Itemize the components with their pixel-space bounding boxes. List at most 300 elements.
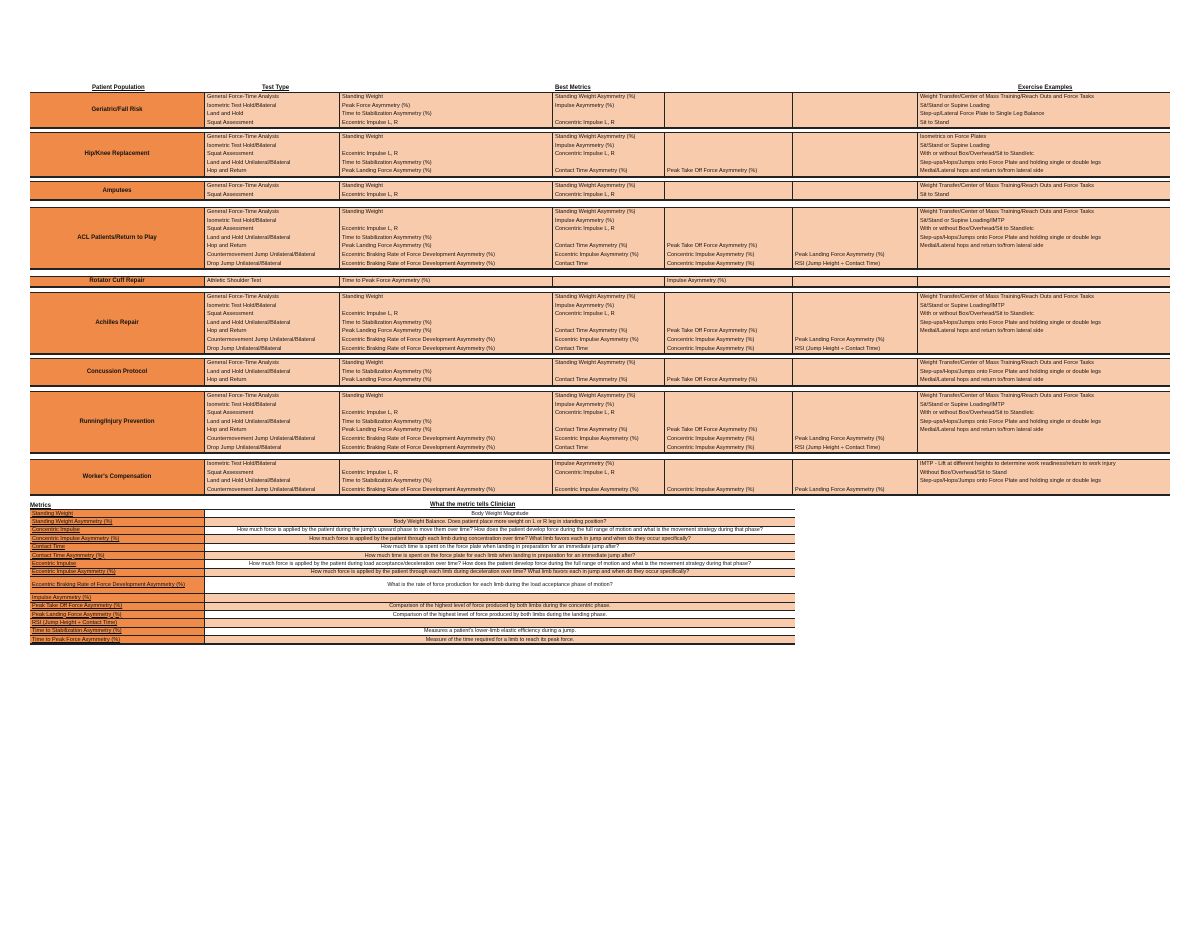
metric-cell: Impulse Asymmetry (%)	[667, 278, 727, 284]
exercise-example-cell: Step-ups/Hops/Jumps onto Force Plate and holding single or double legs	[920, 478, 1101, 485]
metric-cell: Eccentric Impulse Asymmetry (%)	[555, 435, 639, 442]
metric-cell: Standing Weight Asymmetry (%)	[555, 94, 636, 100]
metric-cell	[793, 102, 917, 111]
test-type-cell: Countermovement Jump Unilateral/Bilateral	[207, 251, 316, 258]
exercise-column	[918, 133, 1170, 176]
header-best-metrics: Best Metrics	[555, 85, 591, 91]
metric-cell: Concentric Impulse L, R	[555, 226, 615, 233]
metric-row	[30, 611, 795, 619]
exercise-example-cell: Sit/Stand or Supine Loading	[920, 142, 990, 149]
metric-cell	[553, 277, 664, 286]
metric-cell: Eccentric Braking Rate of Force Development Asymmetry (%)	[342, 486, 495, 493]
metric-cell	[793, 142, 917, 151]
metric-column	[665, 277, 793, 286]
metric-cell	[793, 409, 917, 418]
metric-cell	[793, 234, 917, 243]
metric-cell	[340, 401, 552, 410]
metric-cell	[665, 477, 792, 486]
metric-column	[665, 460, 793, 494]
metric-cell: Contact Time Asymmetry (%)	[555, 243, 628, 250]
population-group	[30, 292, 1170, 355]
metric-cell	[553, 418, 664, 427]
test-type-cell: Drop Jump Unilateral/Bilateral	[207, 345, 282, 352]
test-type-cell: Land and Hold Unilateral/Bilateral	[207, 478, 291, 485]
test-type-column	[205, 277, 340, 286]
population-group	[30, 391, 1170, 454]
metric-cell: Impulse Asymmetry (%)	[555, 461, 615, 467]
test-type-cell: Hop and Return	[207, 427, 247, 434]
header-exercise-examples: Exercise Examples	[1018, 85, 1073, 91]
test-type-cell: Isometric Test Hold/Bilateral	[207, 217, 277, 224]
metric-cell: Standing Weight	[342, 360, 383, 366]
metric-column	[793, 460, 918, 494]
metric-column	[340, 277, 553, 286]
metric-cell: Concentric Impulse L, R	[555, 410, 615, 417]
exercise-example-cell	[918, 444, 1170, 453]
metric-cell: Impulse Asymmetry (%)	[555, 102, 615, 109]
population-label: Rotator Cuff Repair	[30, 277, 205, 286]
metric-row	[30, 636, 795, 644]
population-label: Amputees	[30, 182, 205, 199]
metric-description	[205, 619, 795, 626]
header-test-type: Test Type	[262, 85, 290, 91]
population-label: Geriatric/Fall Risk	[30, 93, 205, 127]
test-type-cell: General Force-Time Analysis	[207, 183, 279, 189]
metric-cell	[793, 182, 917, 191]
metric-cell: Peak Landing Force Asymmetry (%)	[795, 251, 885, 258]
metric-name: RSI (Jump Height ÷ Contact Time)	[30, 619, 205, 626]
metric-column	[793, 208, 918, 268]
test-type-cell: Drop Jump Unilateral/Bilateral	[207, 260, 282, 267]
metric-row	[30, 510, 795, 518]
metric-cell: Concentric Impulse L, R	[555, 151, 615, 158]
metric-column	[665, 133, 793, 176]
test-type-column	[205, 208, 340, 268]
metric-cell	[665, 182, 792, 191]
population-group	[30, 358, 1170, 387]
metric-cell	[665, 469, 792, 478]
population-group	[30, 207, 1170, 270]
metric-column	[793, 93, 918, 127]
metric-column	[665, 208, 793, 268]
metric-cell: Eccentric Braking Rate of Force Development Asymmetry (%)	[342, 251, 495, 258]
metric-cell: Contact Time	[555, 260, 588, 267]
metric-cell	[665, 359, 792, 368]
metric-cell: Standing Weight	[342, 94, 383, 100]
test-type-cell: General Force-Time Analysis	[207, 393, 279, 399]
metric-cell	[793, 477, 917, 486]
exercise-example-cell: Step-up/Lateral Force Plate to Single Leg Balance	[920, 111, 1045, 118]
metric-cell: Contact Time	[555, 444, 588, 451]
population-group	[30, 92, 1170, 129]
metric-cell: Standing Weight Asymmetry (%)	[555, 393, 636, 399]
metric-cell: Eccentric Impulse L, R	[342, 151, 398, 158]
test-type-column	[205, 93, 340, 127]
metric-cell: Impulse Asymmetry (%)	[555, 302, 615, 309]
metric-cell: Peak Landing Force Asymmetry (%)	[342, 243, 432, 250]
metric-name: Impulse Asymmetry (%)	[30, 594, 205, 601]
metric-cell: Standing Weight Asymmetry (%)	[555, 360, 636, 366]
exercise-example-cell: Sit/Stand or Supine Loading/IMTP	[920, 302, 1005, 309]
test-type-cell: Squat Assessment	[207, 119, 254, 126]
metric-cell: Standing Weight	[342, 134, 383, 140]
exercise-example-cell: Step-ups/Hops/Jumps onto Force Plate and holding single or double legs	[920, 418, 1101, 425]
metric-cell	[793, 426, 917, 435]
metric-cell: Peak Landing Force Asymmetry (%)	[795, 435, 885, 442]
exercise-example-cell: With or without Box/Overhead/Sit to Stand/etc	[920, 311, 1034, 318]
metric-cell	[665, 208, 792, 217]
test-type-cell: Land and Hold Unilateral/Bilateral	[207, 368, 291, 375]
test-type-cell: Squat Assessment	[207, 151, 254, 158]
test-type-cell: Land and Hold Unilateral/Bilateral	[207, 159, 291, 166]
exercise-example-cell: Weight Transfer/Center of Mass Training/Reach Outs and Force Tasks	[920, 209, 1094, 215]
test-type-cell: Hop and Return	[207, 168, 247, 175]
metric-cell	[665, 401, 792, 410]
metric-column	[553, 182, 665, 199]
exercise-column	[918, 208, 1170, 268]
test-type-cell: Squat Assessment	[207, 469, 254, 476]
metric-name: Contact Time Asymmetry (%)	[30, 552, 205, 559]
test-type-cell: Hop and Return	[207, 328, 247, 335]
metric-column	[793, 392, 918, 452]
exercise-example-cell	[918, 277, 1170, 286]
exercise-example-cell: Weight Transfer/Center of Mass Training/Reach Outs and Force Tasks	[920, 360, 1094, 366]
metric-cell	[553, 319, 664, 328]
metric-cell	[793, 302, 917, 311]
test-type-cell: Hop and Return	[207, 243, 247, 250]
metric-row	[30, 518, 795, 526]
population-label: Running/Injury Prevention	[30, 392, 205, 452]
metric-cell	[665, 191, 792, 200]
metric-cell: Eccentric Impulse L, R	[342, 226, 398, 233]
metric-description: How much time is spent on the force plate when landing in preparation for an immediate jump after?	[205, 544, 795, 551]
test-type-cell: Isometric Test Hold/Bilateral	[207, 102, 277, 109]
metric-cell	[793, 376, 917, 385]
test-type-cell: Isometric Test Hold/Bilateral	[207, 461, 277, 467]
metric-name: Peak Landing Force Asymmetry (%)	[30, 611, 205, 618]
metric-cell: Peak Landing Force Asymmetry (%)	[795, 486, 885, 493]
metric-name: Standing Weight Asymmetry (%)	[30, 518, 205, 525]
exercise-example-cell	[918, 260, 1170, 269]
metric-description: Measures a patient's lower-limb elastic efficiency during a jump.	[205, 628, 795, 635]
metric-column	[553, 359, 665, 385]
test-type-cell: Squat Assessment	[207, 226, 254, 233]
metric-cell	[793, 469, 917, 478]
metric-cell	[553, 159, 664, 168]
metric-cell: Peak Landing Force Asymmetry (%)	[342, 328, 432, 335]
exercise-example-cell: IMTP - Lift at different heights to determine work readiness/return to work injury	[920, 461, 1116, 467]
metric-cell	[793, 368, 917, 377]
metric-cell: Standing Weight	[342, 183, 383, 189]
metric-name: Standing Weight	[30, 510, 205, 517]
metric-cell	[553, 477, 664, 486]
population-group	[30, 132, 1170, 178]
metric-row	[30, 603, 795, 611]
metric-cell: Eccentric Braking Rate of Force Development Asymmetry (%)	[342, 260, 495, 267]
metric-cell	[793, 208, 917, 217]
metric-cell: Concentric Impulse Asymmetry (%)	[667, 260, 755, 267]
population-label: Hip/Knee Replacement	[30, 133, 205, 176]
metric-column	[553, 392, 665, 452]
metric-cell: Eccentric Impulse L, R	[342, 311, 398, 318]
metric-description: Comparison of the highest level of force produced by both limbs during the concentric phase.	[205, 603, 795, 610]
metric-name: Concentric Impulse Asymmetry (%)	[30, 535, 205, 542]
metric-cell: Peak Take Off Force Asymmetry (%)	[667, 377, 758, 384]
metric-cell	[665, 392, 792, 401]
test-type-cell: Squat Assessment	[207, 191, 254, 198]
metric-cell	[553, 368, 664, 377]
metric-cell	[793, 217, 917, 226]
header-metric-meaning: What the metric tells Clinician	[430, 502, 516, 508]
metric-description: Comparison of the highest level of force produced by both limbs during the landing phase.	[205, 611, 795, 618]
test-type-cell: Land and Hold Unilateral/Bilateral	[207, 319, 291, 326]
metric-cell	[665, 93, 792, 102]
metric-name: Eccentric Impulse Asymmetry (%)	[30, 569, 205, 576]
exercise-example-cell: Step-ups/Hops/Jumps onto Force Plate and holding single or double legs	[920, 319, 1101, 326]
metric-cell: Standing Weight	[342, 294, 383, 300]
exercise-example-cell: With or without Box/Overhead/Sit to Stand/etc	[920, 226, 1034, 233]
metric-cell: Time to Peak Force Asymmetry (%)	[342, 278, 431, 284]
metric-description: How much force is applied by the patient through each limb during concentration over time? What limb favors each in jump and when do they occur specifically?	[205, 535, 795, 542]
exercise-column	[918, 359, 1170, 385]
exercise-example-cell: Without Box/Overhead/Sit to Stand	[920, 469, 1007, 476]
metric-cell	[665, 319, 792, 328]
metric-cell	[793, 418, 917, 427]
test-type-cell: General Force-Time Analysis	[207, 360, 279, 366]
metric-cell: Eccentric Impulse L, R	[342, 410, 398, 417]
exercise-example-cell: Step-ups/Hops/Jumps onto Force Plate and holding single or double legs	[920, 159, 1101, 166]
exercise-example-cell: Medial/Lateral hops and return to/from lateral side	[920, 377, 1044, 384]
metric-cell: Peak Landing Force Asymmetry (%)	[342, 377, 432, 384]
metric-cell	[793, 310, 917, 319]
metric-cell: Contact Time Asymmetry (%)	[555, 377, 628, 384]
metric-cell	[340, 217, 552, 226]
exercise-example-cell: Medial/Lateral hops and return to/from lateral side	[920, 243, 1044, 250]
metric-cell: Time to Stabilization Asymmetry (%)	[342, 418, 432, 425]
metric-name: Contact Time	[30, 544, 205, 551]
exercise-example-cell: Sit/Stand or Supine Loading/IMTP	[920, 217, 1005, 224]
metric-cell: Concentric Impulse Asymmetry (%)	[667, 444, 755, 451]
metric-cell: RSI (Jump Height ÷ Contact Time)	[795, 444, 881, 451]
metric-cell: Concentric Impulse Asymmetry (%)	[667, 435, 755, 442]
test-type-column	[205, 460, 340, 494]
test-type-cell: Hop and Return	[207, 377, 247, 384]
metric-cell: Standing Weight	[342, 393, 383, 399]
metric-description: How much force is applied by the patient through each limb during deceleration over time? What limb favors each in jump and when do they occur specifically?	[205, 569, 795, 576]
metric-cell	[665, 159, 792, 168]
metric-description: Measure of the time required for a limb to reach its peak force.	[205, 636, 795, 643]
metric-cell	[793, 167, 917, 176]
metric-column	[665, 293, 793, 353]
metric-cell: Peak Landing Force Asymmetry (%)	[342, 168, 432, 175]
test-type-cell: Countermovement Jump Unilateral/Bilateral	[207, 435, 316, 442]
exercise-example-cell: Medial/Lateral hops and return to/from lateral side	[920, 168, 1044, 175]
metric-cell	[793, 191, 917, 200]
header-patient-population: Patient Population	[92, 85, 145, 91]
exercise-example-cell: Sit/Stand or Supine Loading/IMTP	[920, 401, 1005, 408]
test-type-column	[205, 133, 340, 176]
metrics-table	[30, 509, 795, 645]
metric-column	[340, 293, 553, 353]
metric-column	[793, 277, 918, 286]
metric-cell: Time to Stabilization Asymmetry (%)	[342, 111, 432, 118]
metric-cell	[793, 359, 917, 368]
metric-cell: Peak Take Off Force Asymmetry (%)	[667, 427, 758, 434]
metric-column	[665, 182, 793, 199]
test-type-column	[205, 359, 340, 385]
metric-description	[205, 594, 795, 601]
metric-cell	[665, 293, 792, 302]
metric-cell	[665, 110, 792, 119]
metric-cell	[665, 302, 792, 311]
exercise-example-cell: Weight Transfer/Center of Mass Training/Reach Outs and Force Tasks	[920, 294, 1094, 300]
metric-column	[665, 359, 793, 385]
metric-name: Concentric Impulse	[30, 527, 205, 534]
metric-row	[30, 544, 795, 552]
metric-cell	[665, 418, 792, 427]
metric-description: How much force is applied by the patient during the jump's upward phase to move them over time? How does the patient develop force during the full range of motion and what is the movement strategy during that phase?	[205, 527, 795, 534]
test-type-column	[205, 392, 340, 452]
metric-column	[793, 133, 918, 176]
metric-cell	[793, 319, 917, 328]
test-type-cell: Countermovement Jump Unilateral/Bilateral	[207, 486, 316, 493]
exercise-example-cell	[918, 435, 1170, 444]
metric-cell	[793, 159, 917, 168]
test-type-cell: Drop Jump Unilateral/Bilateral	[207, 444, 282, 451]
exercise-example-cell	[918, 486, 1170, 495]
population-label: Worker's Compensation	[30, 460, 205, 494]
population-label: Achilles Repair	[30, 293, 205, 353]
test-type-cell: Land and Hold Unilateral/Bilateral	[207, 418, 291, 425]
exercise-example-cell: Sit/Stand or Supine Loading	[920, 102, 990, 109]
exercise-column	[918, 392, 1170, 452]
metric-cell: Eccentric Impulse L, R	[342, 119, 398, 126]
metric-column	[793, 182, 918, 199]
metric-column	[340, 359, 553, 385]
metric-description: What is the rate of force production for each limb during the load acceptance phase of motion?	[205, 577, 795, 593]
metric-cell	[665, 409, 792, 418]
metric-cell: Eccentric Braking Rate of Force Development Asymmetry (%)	[342, 444, 495, 451]
metric-cell: Eccentric Impulse Asymmetry (%)	[555, 486, 639, 493]
metric-cell	[665, 150, 792, 159]
metric-column	[340, 93, 553, 127]
metric-cell	[665, 102, 792, 111]
population-label: ACL Patients/Return to Play	[30, 208, 205, 268]
metric-cell: Standing Weight	[342, 209, 383, 215]
metric-description: Body Weight Magnitude	[205, 510, 795, 517]
test-type-cell: Countermovement Jump Unilateral/Bilateral	[207, 336, 316, 343]
metric-cell	[793, 150, 917, 159]
metric-column	[553, 460, 665, 494]
metric-cell	[793, 93, 917, 102]
metric-column	[553, 133, 665, 176]
metric-cell: Standing Weight Asymmetry (%)	[555, 134, 636, 140]
metric-column	[665, 392, 793, 452]
metric-cell: Contact Time Asymmetry (%)	[555, 168, 628, 175]
metric-cell: RSI (Jump Height ÷ Contact Time)	[795, 260, 881, 267]
metric-column	[340, 392, 553, 452]
exercise-example-cell: Isometrics on Force Plates	[920, 134, 987, 140]
population-group	[30, 459, 1170, 496]
metric-cell: Standing Weight Asymmetry (%)	[555, 294, 636, 300]
metric-cell	[793, 401, 917, 410]
metric-description: How much force is applied by the patient during load acceptance/deceleration over time? How does the patient develop force during the full range of motion and what is the movement strategy during that phase?	[205, 560, 795, 567]
metric-cell	[793, 242, 917, 251]
header-metrics: Metrics	[30, 503, 52, 509]
metric-description: Body Weight Balance. Does patient place more weight on L or R leg in standing position?	[205, 518, 795, 525]
metric-cell: Time to Stabilization Asymmetry (%)	[342, 319, 432, 326]
metric-name: Time to Stabilization Asymmetry (%)	[30, 628, 205, 635]
metric-cell	[665, 310, 792, 319]
metric-cell: Time to Stabilization Asymmetry (%)	[342, 478, 432, 485]
metric-cell	[793, 110, 917, 119]
metric-column	[553, 208, 665, 268]
metric-cell: Peak Take Off Force Asymmetry (%)	[667, 168, 758, 175]
test-type-cell: Athletic Shoulder Test	[207, 278, 262, 284]
test-type-cell: General Force-Time Analysis	[207, 209, 279, 215]
metric-cell: Contact Time Asymmetry (%)	[555, 328, 628, 335]
metric-cell: Impulse Asymmetry (%)	[555, 142, 615, 149]
test-type-cell: Land and Hold Unilateral/Bilateral	[207, 234, 291, 241]
population-group	[30, 181, 1170, 201]
metric-cell	[665, 234, 792, 243]
metric-column	[340, 133, 553, 176]
test-type-column	[205, 182, 340, 199]
metric-cell: Concentric Impulse L, R	[555, 119, 615, 126]
test-type-cell: Isometric Test Hold/Bilateral	[207, 401, 277, 408]
metric-column	[340, 208, 553, 268]
metric-cell: Peak Landing Force Asymmetry (%)	[795, 336, 885, 343]
metric-cell	[793, 327, 917, 336]
metric-cell: Eccentric Braking Rate of Force Development Asymmetry (%)	[342, 345, 495, 352]
metric-cell	[793, 277, 917, 286]
metric-column	[793, 359, 918, 385]
exercise-example-cell	[918, 336, 1170, 345]
metric-cell: Concentric Impulse Asymmetry (%)	[667, 251, 755, 258]
test-type-cell: General Force-Time Analysis	[207, 94, 279, 100]
metric-row	[30, 569, 795, 577]
metric-row	[30, 619, 795, 627]
exercise-example-cell: Sit to Stand	[920, 119, 949, 126]
exercise-column	[918, 293, 1170, 353]
population-group	[30, 276, 1170, 288]
metric-cell	[340, 302, 552, 311]
metric-cell: Concentric Impulse L, R	[555, 311, 615, 318]
metric-name: Peak Take Off Force Asymmetry (%)	[30, 603, 205, 610]
metric-cell: Eccentric Impulse L, R	[342, 191, 398, 198]
metric-row	[30, 535, 795, 543]
exercise-example-cell: Step-ups/Hops/Jumps onto Force Plate and holding single or double legs	[920, 234, 1101, 241]
metric-cell: Eccentric Braking Rate of Force Development Asymmetry (%)	[342, 435, 495, 442]
metric-cell: Peak Landing Force Asymmetry (%)	[342, 427, 432, 434]
metric-cell	[793, 225, 917, 234]
exercise-example-cell	[918, 345, 1170, 354]
exercise-example-cell: Weight Transfer/Center of Mass Training/Reach Outs and Force Tasks	[920, 393, 1094, 399]
exercise-example-cell: Weight Transfer/Center of Mass Training/Reach Outs and Force Tasks	[920, 94, 1094, 100]
metric-cell	[340, 460, 552, 469]
metric-cell: Eccentric Impulse Asymmetry (%)	[555, 336, 639, 343]
metric-cell	[665, 142, 792, 151]
metric-cell: Impulse Asymmetry (%)	[555, 217, 615, 224]
metric-cell	[665, 225, 792, 234]
metric-row	[30, 577, 795, 594]
metric-cell: Concentric Impulse Asymmetry (%)	[667, 486, 755, 493]
metric-cell: Eccentric Impulse Asymmetry (%)	[555, 251, 639, 258]
metric-row	[30, 628, 795, 636]
metric-cell: Standing Weight Asymmetry (%)	[555, 183, 636, 189]
metric-cell: Contact Time	[555, 345, 588, 352]
exercise-example-cell	[918, 251, 1170, 260]
